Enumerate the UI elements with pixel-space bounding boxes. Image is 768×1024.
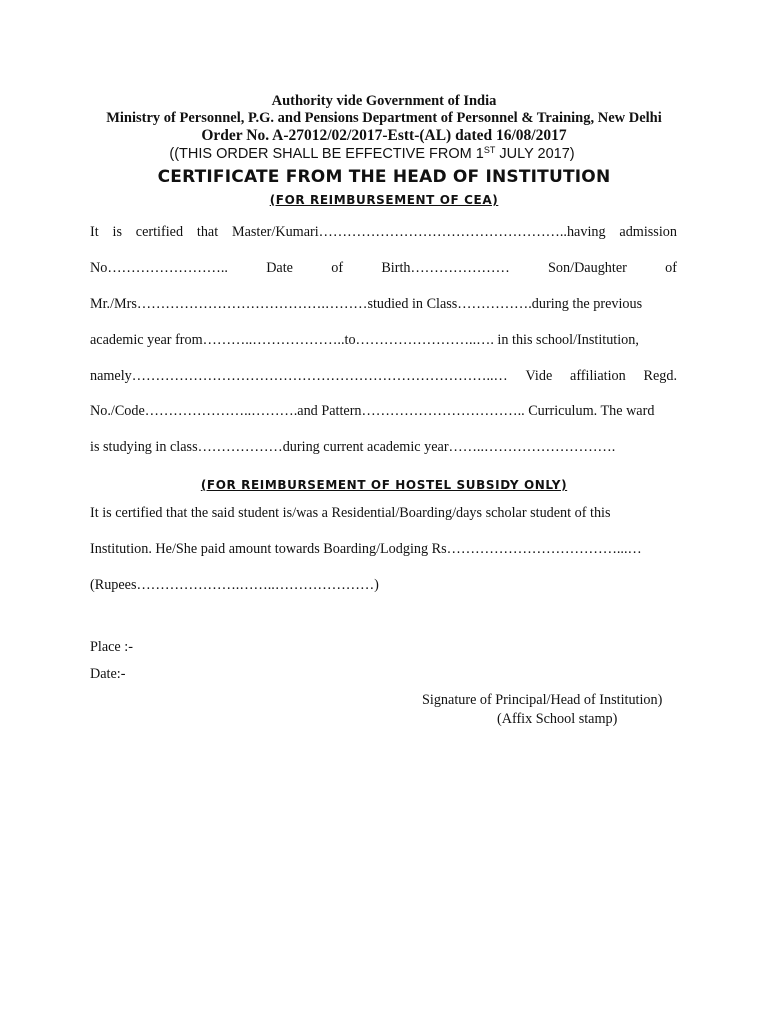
cea-line-6: No./Code…………………..……….and Pattern…………………………….. Curriculum. The ward (90, 403, 655, 419)
cea-line-3: Mr./Mrs………………………………….………studied in Class…………….during the previous (90, 296, 643, 312)
word: Son/Daughter (548, 260, 627, 276)
cea-subtitle: (FOR REIMBURSEMENT OF CEA) (269, 193, 499, 207)
admission-no-field: No…………………….. (90, 260, 228, 276)
cea-line-4: academic year from………..………………..to……………………..…. in this school/Institution, (90, 332, 639, 348)
word: Regd. (643, 368, 677, 384)
word: Vide (525, 368, 553, 384)
word: admission (619, 224, 677, 240)
cea-line-5 (90, 367, 677, 385)
ministry-line: Ministry of Personnel, P.G. and Pensions Department of Personnel & Training, New Delhi (106, 110, 662, 126)
word: Date (266, 260, 293, 276)
word: certified (135, 224, 184, 240)
word: It (90, 224, 99, 240)
word: that (196, 224, 219, 240)
effective-text: ((THIS ORDER SHALL BE EFFECTIVE FROM 1 (169, 146, 484, 162)
hostel-line-1: It is certified that the said student is/was a Residential/Boarding/days scholar student of this (90, 505, 611, 521)
signature-label: Signature of Principal/Head of Institution) (422, 692, 663, 708)
place-label: Place :- (90, 639, 133, 655)
certificate-title: CERTIFICATE FROM THE HEAD OF INSTITUTION (157, 167, 611, 187)
authority-line: Authority vide Government of India (271, 93, 497, 109)
word: of (665, 260, 677, 276)
effective-text-end: JULY 2017) (495, 146, 575, 162)
date-label: Date:- (90, 666, 126, 682)
word: is (112, 224, 122, 240)
cea-line-7: is studying in class………………during current academic year……..………………………. (90, 439, 616, 455)
school-stamp-label: (Affix School stamp) (497, 711, 618, 727)
institution-name-field: namely…………………………………………………………………..… (90, 368, 508, 384)
order-line: Order No. A-27012/02/2017-Estt-(AL) dated 16/08/2017 (201, 127, 567, 144)
hostel-line-2: Institution. He/She paid amount towards Boarding/Lodging Rs………………………………...… (90, 541, 642, 557)
hostel-subtitle: (FOR REIMBURSEMENT OF HOSTEL SUBSIDY ONLY) (200, 478, 568, 492)
cea-line-1 (90, 223, 677, 241)
student-name-field: Master/Kumari……………………………………………..having (232, 224, 606, 240)
cea-line-2 (90, 259, 677, 277)
word: affiliation (570, 368, 626, 384)
effective-sup: ST (483, 145, 496, 155)
word: of (331, 260, 344, 276)
effective-date-line (0, 146, 744, 163)
birth-date-field: Birth………………… (381, 260, 510, 276)
hostel-line-3: (Rupees………………….……..…………………) (90, 577, 379, 593)
